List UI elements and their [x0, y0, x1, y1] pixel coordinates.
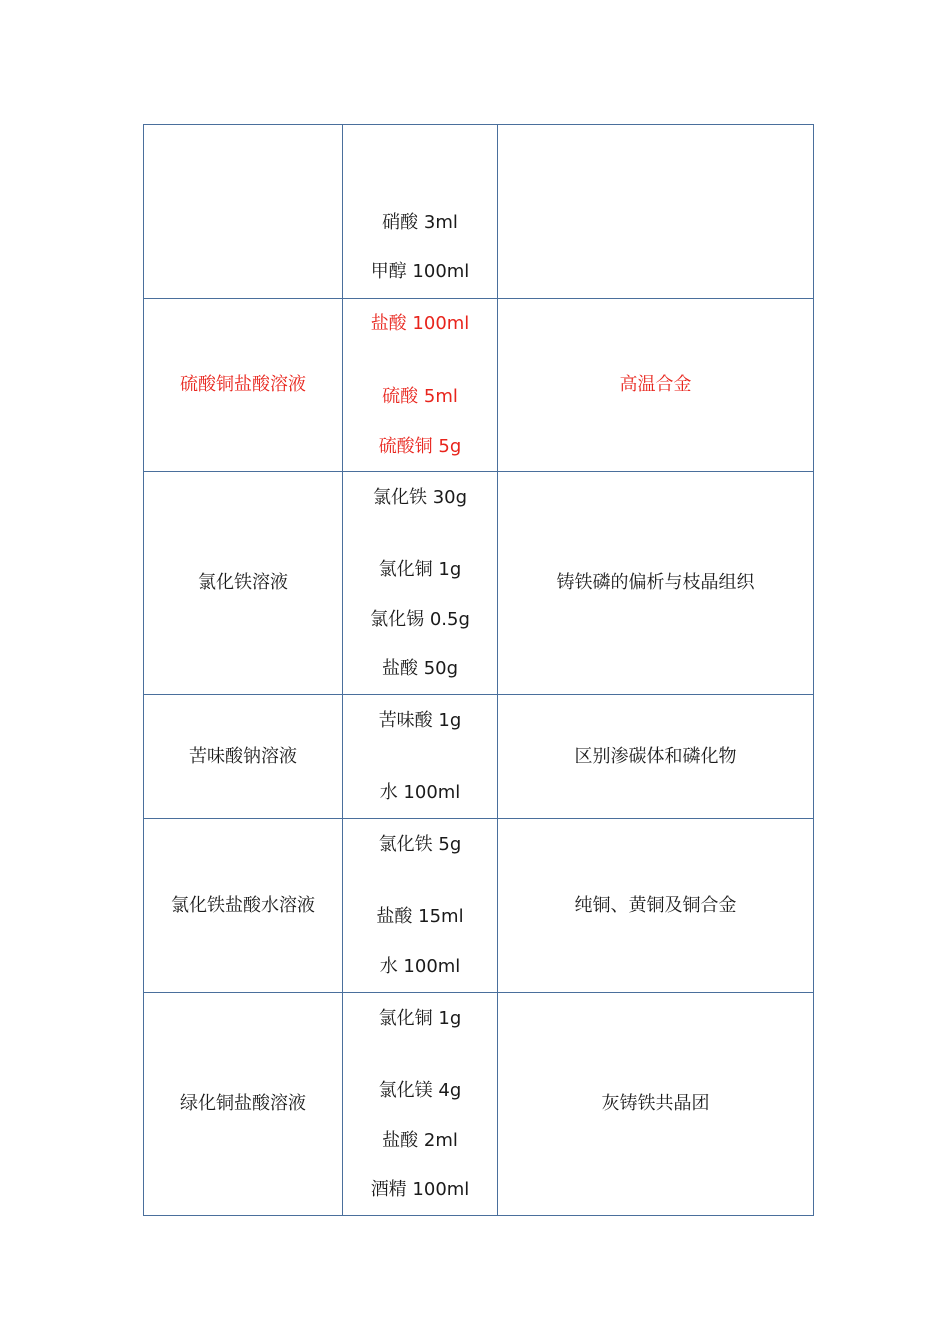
table-row — [144, 125, 814, 299]
recipe-line: 硫酸铜 5g — [378, 436, 462, 457]
recipe-cell — [343, 695, 498, 819]
recipe-line: 氯化铁 30g — [372, 487, 468, 508]
recipe-cell — [343, 993, 498, 1216]
etchant-name-cell: 绿化铜盐酸溶液 — [144, 993, 343, 1216]
recipe-line: 盐酸 15ml — [376, 906, 464, 927]
table-row — [144, 299, 814, 472]
recipe-line: 氯化铁 5g — [378, 834, 462, 855]
recipe-line: 盐酸 2ml — [382, 1130, 458, 1151]
recipe-line: 水 100ml — [379, 782, 461, 803]
application-cell — [498, 125, 814, 299]
recipe-cell — [343, 125, 498, 299]
table-row — [144, 819, 814, 993]
etchant-table — [143, 124, 814, 1216]
recipe-line: 氯化镁 4g — [378, 1080, 462, 1101]
recipe-line: 氯化铜 1g — [378, 1008, 462, 1029]
application-cell: 纯铜、黄铜及铜合金 — [498, 819, 814, 993]
recipe-line: 盐酸 50g — [381, 658, 459, 679]
recipe-line: 水 100ml — [379, 956, 461, 977]
recipe-line: 苦味酸 1g — [378, 710, 462, 731]
recipe-cell — [343, 299, 498, 472]
application-cell: 铸铁磷的偏析与枝晶组织 — [498, 472, 814, 695]
etchant-name-cell — [144, 125, 343, 299]
application-cell: 区别渗碳体和磷化物 — [498, 695, 814, 819]
etchant-name-cell: 氯化铁盐酸水溶液 — [144, 819, 343, 993]
recipe-line: 硝酸 3ml — [382, 212, 458, 233]
recipe-line: 甲醇 100ml — [370, 261, 470, 282]
application-cell: 灰铸铁共晶团 — [498, 993, 814, 1216]
etchant-name-cell: 硫酸铜盐酸溶液 — [144, 299, 343, 472]
recipe-line: 硫酸 5ml — [382, 386, 458, 407]
recipe-line: 酒精 100ml — [370, 1179, 470, 1200]
application-cell: 高温合金 — [498, 299, 814, 472]
recipe-cell — [343, 819, 498, 993]
recipe-line: 盐酸 100ml — [370, 313, 470, 334]
etchant-name-cell: 苦味酸钠溶液 — [144, 695, 343, 819]
table-row — [144, 695, 814, 819]
recipe-cell — [343, 472, 498, 695]
recipe-line: 氯化铜 1g — [378, 559, 462, 580]
table-row — [144, 993, 814, 1216]
etchant-name-cell: 氯化铁溶液 — [144, 472, 343, 695]
table-row — [144, 472, 814, 695]
recipe-line: 氯化锡 0.5g — [370, 609, 470, 630]
